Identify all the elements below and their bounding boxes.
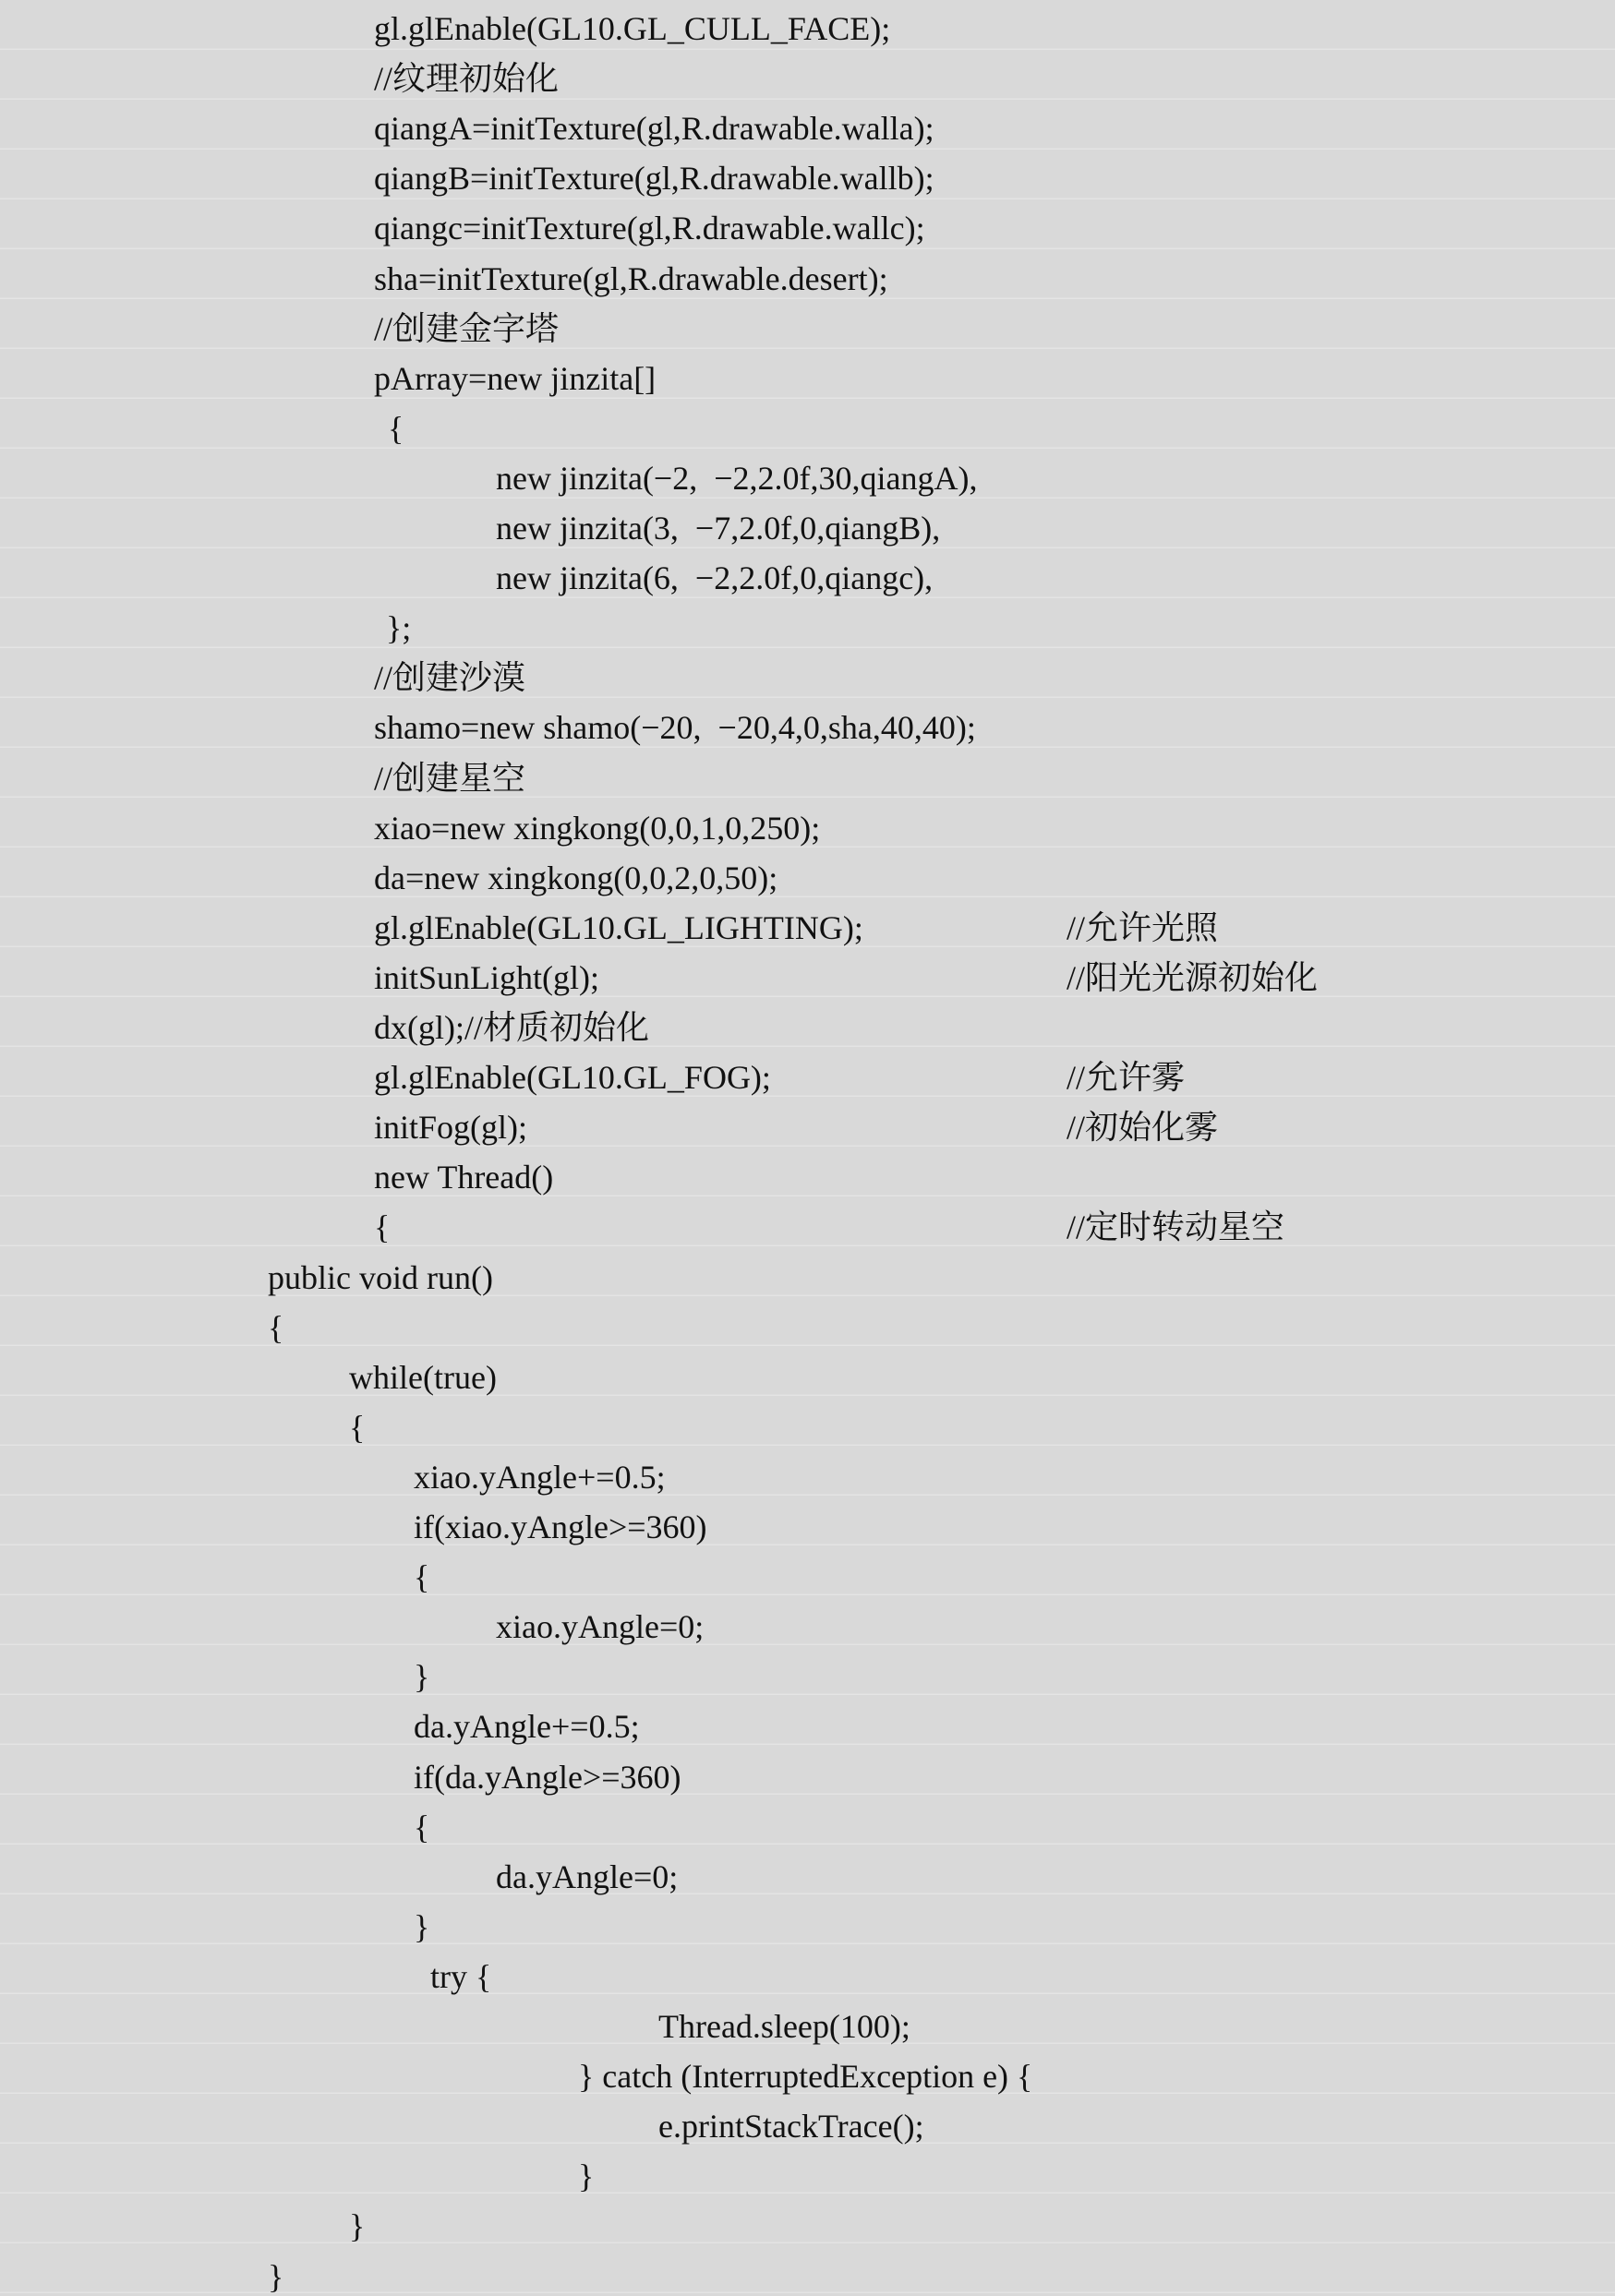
code-line — [0, 304, 1615, 354]
code-comment: //允许雾 — [1067, 1059, 1186, 1097]
code-text: { — [414, 1558, 430, 1596]
code-text: da=new xingkong(0,0,2,0,50); — [374, 859, 778, 896]
code-line — [0, 1752, 1615, 1802]
code-line — [0, 1552, 1615, 1602]
code-line — [0, 503, 1615, 553]
code-text: qiangA=initTexture(gl,R.drawable.walla); — [374, 110, 934, 148]
code-line — [0, 1502, 1615, 1552]
code-line — [0, 1003, 1615, 1052]
code-line — [0, 1402, 1615, 1452]
code-text: { — [414, 1808, 430, 1845]
code-line — [0, 1902, 1615, 1952]
code-line — [0, 54, 1615, 103]
code-line — [0, 903, 1615, 953]
code-text: } — [268, 2257, 284, 2295]
code-line — [0, 1102, 1615, 1152]
code-text: da.yAngle=0; — [496, 1857, 679, 1895]
code-text: Thread.sleep(100); — [658, 2008, 910, 2045]
code-text: } — [578, 2158, 595, 2195]
code-text: gl.glEnable(GL10.GL_LIGHTING); — [374, 908, 863, 946]
code-line — [0, 1802, 1615, 1852]
code-text: qiangc=initTexture(gl,R.drawable.wallc); — [374, 210, 925, 247]
code-line — [0, 1052, 1615, 1102]
code-comment: //阳光光源初始化 — [1067, 958, 1319, 996]
code-line — [0, 553, 1615, 603]
code-line — [0, 1852, 1615, 1902]
code-text: xiao.yAngle+=0.5; — [414, 1458, 666, 1496]
code-text: gl.glEnable(GL10.GL_FOG); — [374, 1059, 771, 1097]
code-line — [0, 653, 1615, 703]
code-line — [0, 354, 1615, 403]
code-line — [0, 103, 1615, 153]
code-text: sha=initTexture(gl,R.drawable.desert); — [374, 259, 888, 297]
code-text: public void run() — [268, 1258, 493, 1296]
code-text: initFog(gl); — [374, 1109, 528, 1147]
code-text: //创建星空 — [374, 759, 526, 797]
code-text: } — [414, 1907, 430, 1945]
code-text: xiao.yAngle=0; — [496, 1608, 705, 1646]
code-text: qiangB=initTexture(gl,R.drawable.wallb); — [374, 160, 934, 198]
code-text: { — [374, 1208, 391, 1246]
code-text: } — [349, 2207, 366, 2245]
code-line — [0, 2001, 1615, 2051]
code-text: pArray=new jinzita[] — [374, 359, 657, 397]
code-text: { — [268, 1308, 284, 1346]
code-line — [0, 1352, 1615, 1402]
code-comment: //初始化雾 — [1067, 1109, 1219, 1147]
code-line — [0, 453, 1615, 503]
code-line — [0, 1652, 1615, 1701]
code-text: new jinzita(−2, −2,2.0f,30,qiangA), — [496, 459, 978, 497]
code-line — [0, 2101, 1615, 2151]
code-text: while(true) — [349, 1358, 497, 1396]
code-comment: //允许光照 — [1067, 908, 1219, 946]
code-line — [0, 1602, 1615, 1652]
code-line — [0, 803, 1615, 853]
code-text: new Thread() — [374, 1159, 554, 1196]
code-text: } catch (InterruptedException e) { — [578, 2058, 1033, 2096]
code-line — [0, 1952, 1615, 2001]
code-text: xiao=new xingkong(0,0,1,0,250); — [374, 809, 821, 847]
code-line — [0, 403, 1615, 453]
code-line — [0, 1253, 1615, 1303]
code-line — [0, 1701, 1615, 1751]
code-text: e.printStackTrace(); — [658, 2108, 924, 2146]
code-text: } — [414, 1658, 430, 1696]
code-text: if(xiao.yAngle>=360) — [414, 1509, 707, 1545]
code-text: new jinzita(6, −2,2.0f,0,qiangc), — [496, 559, 934, 597]
code-line — [0, 603, 1615, 653]
code-line — [0, 2151, 1615, 2201]
code-line — [0, 254, 1615, 304]
code-line — [0, 1303, 1615, 1352]
code-text: //创建金字塔 — [374, 309, 560, 347]
code-line — [0, 4, 1615, 54]
code-text: gl.glEnable(GL10.GL_CULL_FACE); — [374, 10, 891, 47]
code-text: //创建沙漠 — [374, 659, 526, 697]
code-line — [0, 703, 1615, 752]
code-line — [0, 2201, 1615, 2251]
code-text: new jinzita(3, −7,2.0f,0,qiangB), — [496, 510, 941, 547]
code-text: //纹理初始化 — [374, 60, 560, 98]
code-text: { — [349, 1408, 366, 1446]
code-line — [0, 2252, 1615, 2296]
code-line — [0, 1452, 1615, 1502]
code-text: try { — [430, 1957, 492, 1995]
code-line — [0, 1202, 1615, 1252]
code-text: da.yAngle+=0.5; — [414, 1708, 640, 1746]
code-comment: //定时转动星空 — [1067, 1208, 1285, 1246]
code-line — [0, 2051, 1615, 2101]
code-text: }; — [386, 609, 412, 647]
code-line — [0, 153, 1615, 203]
code-line — [0, 853, 1615, 903]
code-text: shamo=new shamo(−20, −20,4,0,sha,40,40); — [374, 709, 976, 747]
code-text: initSunLight(gl); — [374, 958, 600, 996]
code-line — [0, 953, 1615, 1003]
code-text: { — [388, 409, 404, 447]
code-text: if(da.yAngle>=360) — [414, 1758, 681, 1796]
code-line — [0, 753, 1615, 803]
code-line — [0, 1152, 1615, 1202]
code-text: dx(gl);//材质初始化 — [374, 1009, 649, 1046]
code-line — [0, 203, 1615, 253]
